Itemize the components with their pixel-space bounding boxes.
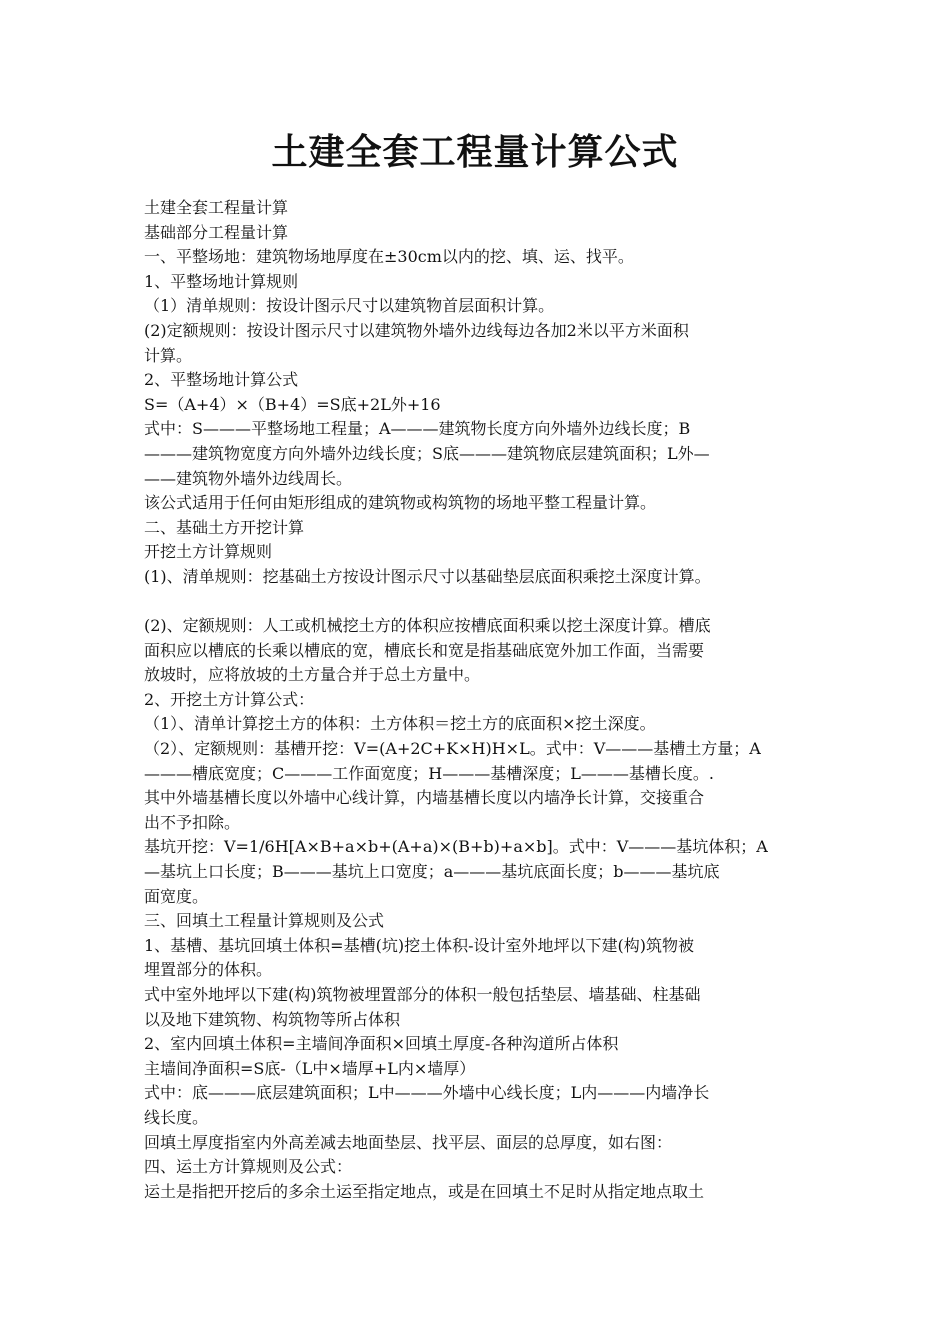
text-line: 出不予扣除。: [144, 812, 241, 832]
text-line: 运土是指把开挖后的多余土运至指定地点，或是在回填土不足时从指定地点取土: [144, 1181, 705, 1201]
text-line: 该公式适用于任何由矩形组成的建筑物或构筑物的场地平整工程量计算。: [144, 493, 657, 513]
text-line: 2、平整场地计算公式: [144, 370, 299, 390]
text-line: 三、回填土工程量计算规则及公式: [144, 911, 385, 931]
text-line: ———槽底宽度；C———工作面宽度；H———基槽深度；L———基槽长度。.: [144, 763, 714, 783]
document-body: [144, 196, 810, 1204]
text-line: （2）、定额规则：基槽开挖：V=(A+2C+K×H)H×L。式中：V———基槽土方量；A: [144, 739, 761, 759]
text-line: 回填土厚度指室内外高差减去地面垫层、找平层、面层的总厚度，如右图：: [144, 1132, 673, 1152]
text-line: 放坡时，应将放坡的土方量合并于总土方量中。: [144, 665, 481, 685]
text-line: 计算。: [144, 345, 193, 365]
text-line: 基坑开挖：V=1/6H[A×B+a×b+(A+a)×(B+b)+a×b]。式中：V———基坑体积；A: [144, 837, 768, 857]
text-line: (2)、定额规则：人工或机械挖土方的体积应按槽底面积乘以挖土深度计算。槽底: [144, 616, 711, 636]
text-line: （1）清单规则：按设计图示尺寸以建筑物首层面积计算。: [144, 296, 555, 316]
text-line: 2、室内回填土体积=主墙间净面积×回填土厚度-各种沟道所占体积: [144, 1034, 619, 1054]
text-line: —基坑上口长度；B———基坑上口宽度；a———基坑底面长度；b———基坑底: [144, 862, 720, 882]
text-line: 1、平整场地计算规则: [144, 271, 299, 291]
text-line: 线长度。: [144, 1107, 209, 1127]
text-line: S=（A+4）×（B+4）=S底+2L外+16: [144, 394, 441, 414]
text-line: 埋置部分的体积。: [144, 960, 273, 980]
text-line: （1）、清单计算挖土方的体积：土方体积＝挖土方的底面积×挖土深度。: [144, 714, 656, 734]
text-line: 1、基槽、基坑回填土体积=基槽(坑)挖土体积-设计室外地坪以下建(构)筑物被: [144, 935, 694, 955]
text-line: 二、基础土方开挖计算: [144, 517, 305, 537]
text-line: (1)、清单规则：挖基础土方按设计图示尺寸以基础垫层底面积乘挖土深度计算。: [144, 566, 711, 586]
text-line: ———建筑物宽度方向外墙外边线长度；S底———建筑物底层建筑面积；L外—: [144, 443, 710, 463]
text-line: 面积应以槽底的长乘以槽底的宽，槽底长和宽是指基础底宽外加工作面，当需要: [144, 640, 705, 660]
text-line: 土建全套工程量计算: [144, 198, 289, 217]
text-line: 式中：S———平整场地工程量；A———建筑物长度方向外墙外边线长度；B: [144, 419, 691, 439]
text-line: 面宽度。: [144, 886, 209, 906]
text-line: 基础部分工程量计算: [144, 222, 289, 242]
text-line: 2、开挖土方计算公式：: [144, 689, 315, 709]
text-line: 以及地下建筑物、构筑物等所占体积: [144, 1009, 401, 1029]
text-line: 式中室外地坪以下建(构)筑物被埋置部分的体积一般包括垫层、墙基础、柱基础: [144, 985, 701, 1004]
text-line: 一、平整场地：建筑物场地厚度在±30cm以内的挖、填、运、找平。: [144, 247, 634, 267]
text-line: 式中：底———底层建筑面积；L中———外墙中心线长度；L内———内墙净长: [144, 1083, 710, 1103]
text-line: 四、运土方计算规则及公式：: [144, 1157, 353, 1177]
text-line: (2)定额规则：按设计图示尺寸以建筑物外墙外边线每边各加2米以平方米面积: [144, 320, 689, 340]
blank-line: [144, 590, 810, 615]
text-line: 开挖土方计算规则: [144, 542, 273, 562]
document-title: 土建全套工程量计算公式: [271, 131, 679, 173]
text-line: 其中外墙基槽长度以外墙中心线计算，内墙基槽长度以内墙净长计算，交接重合: [144, 788, 705, 808]
text-line: ——建筑物外墙外边线周长。: [144, 468, 353, 488]
text-line: 主墙间净面积=S底-（L中×墙厚+L内×墙厚）: [144, 1058, 476, 1078]
